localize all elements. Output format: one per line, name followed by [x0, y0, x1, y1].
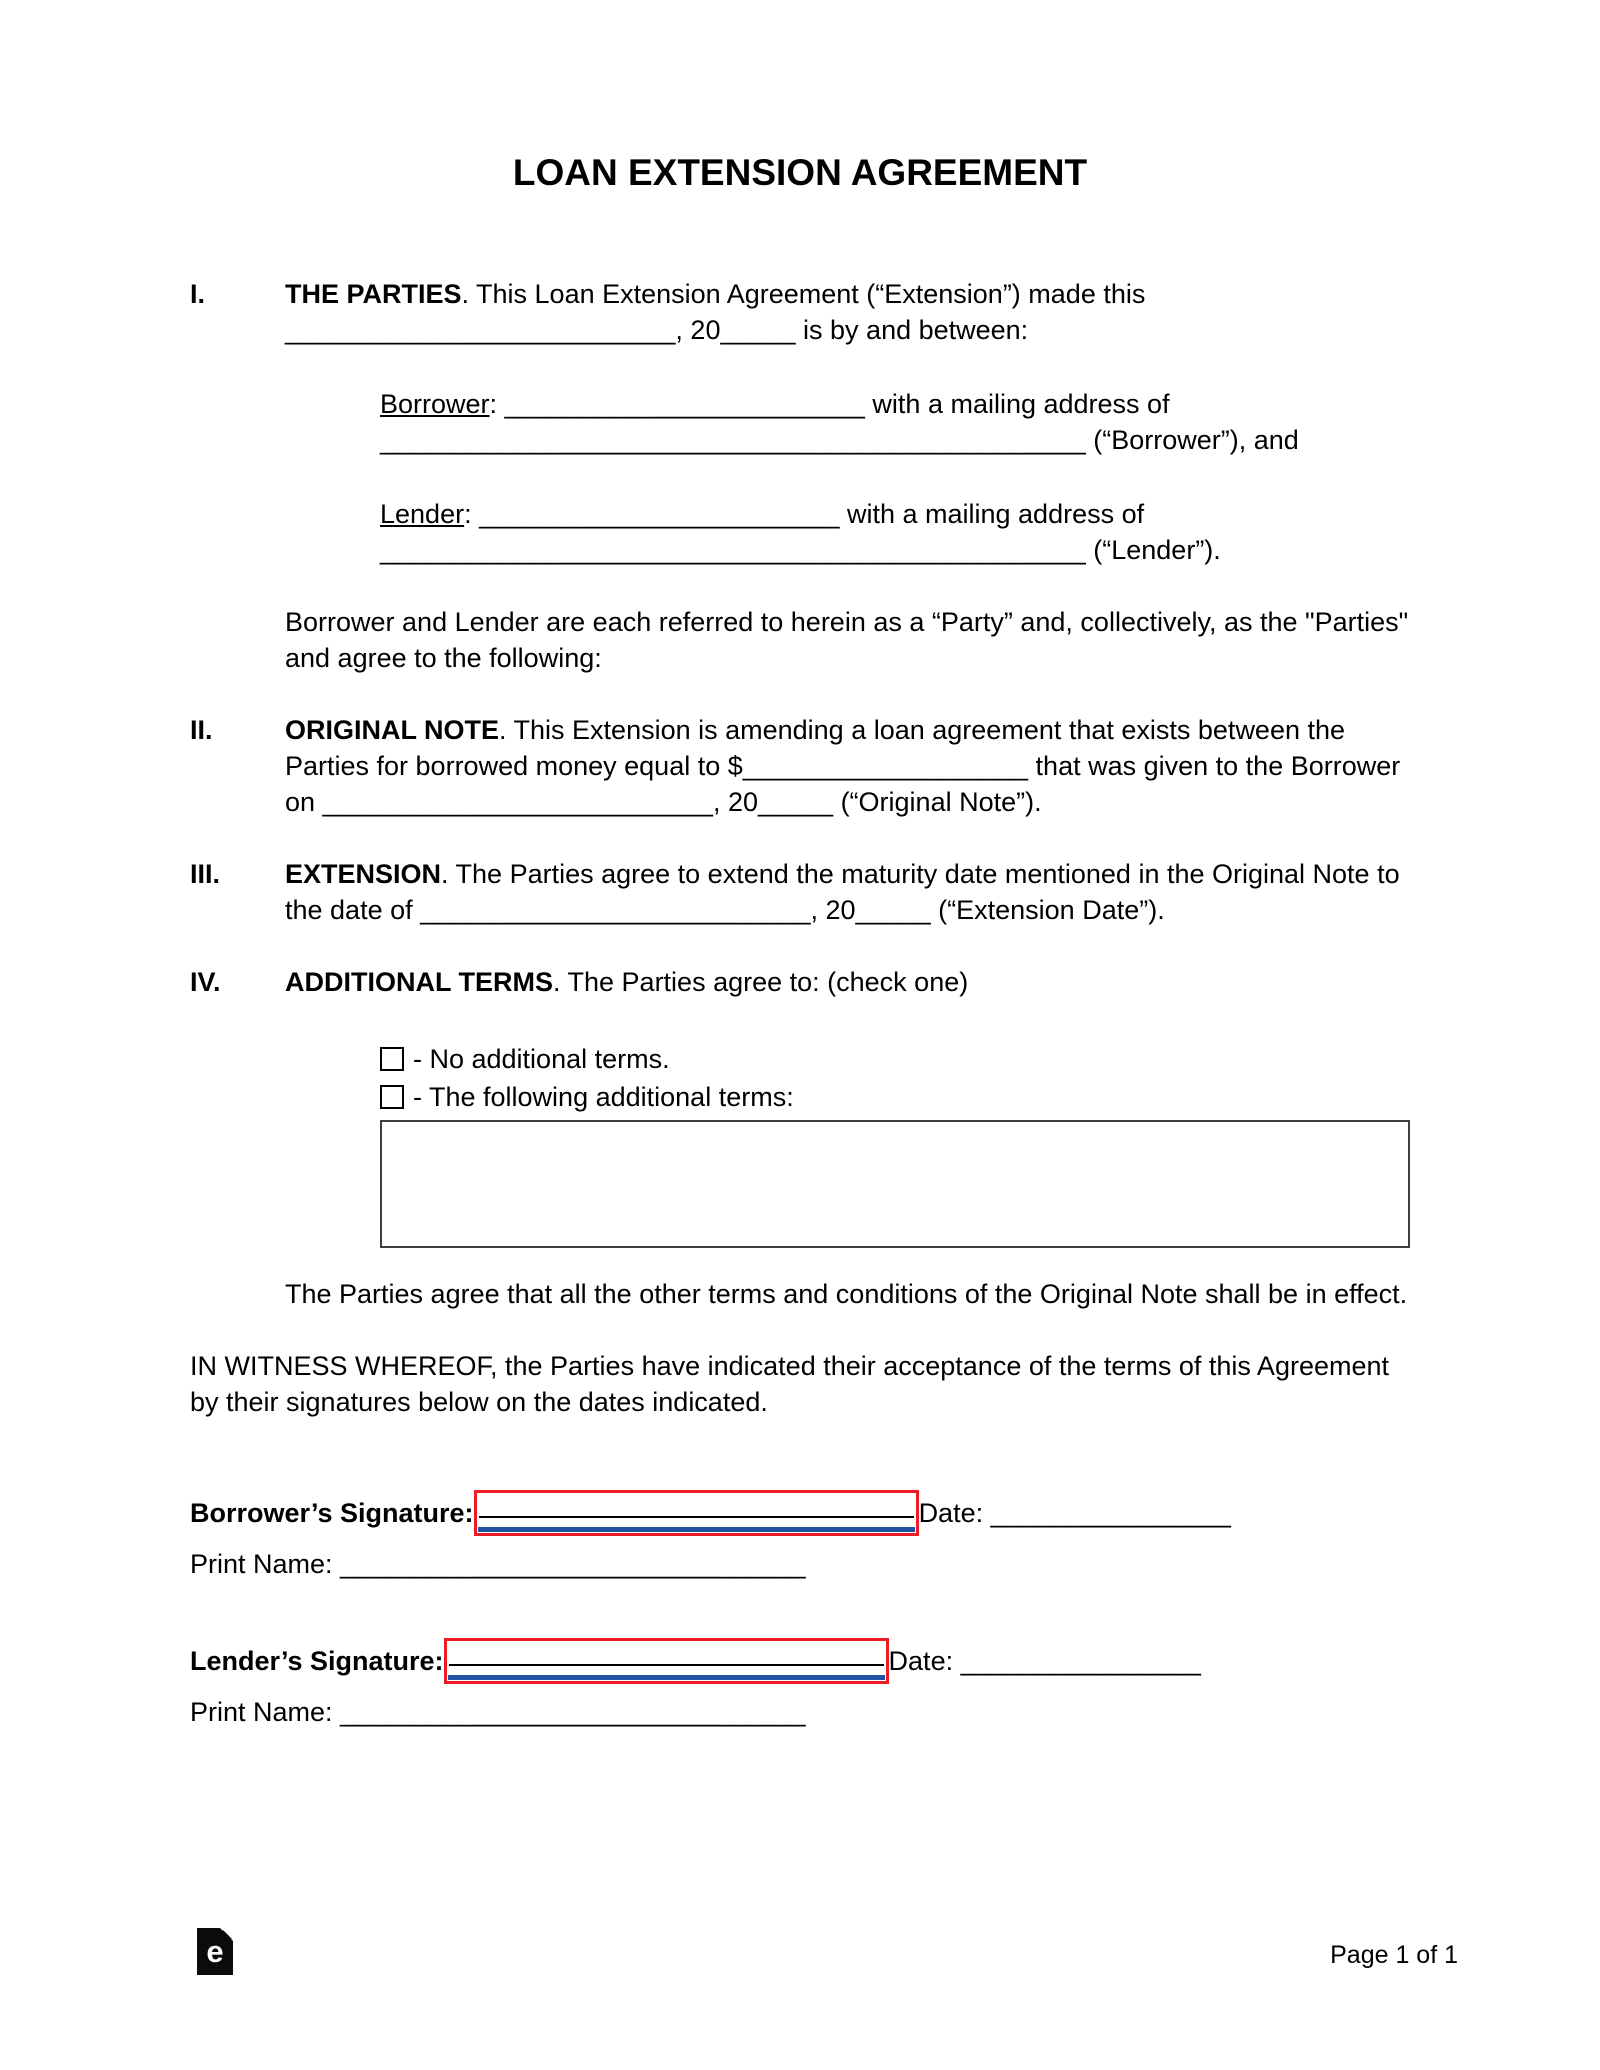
lender-body: : ________________________ with a mailing address of _______________________________________________ (“Lender”).	[380, 499, 1221, 565]
checkbox-icon[interactable]	[380, 1047, 404, 1071]
section-text	[285, 712, 1410, 820]
borrower-print-name: Print Name: _______________________________	[190, 1549, 806, 1579]
esign-underline	[448, 1675, 885, 1680]
section-text	[285, 964, 1410, 1000]
section-body: . The Parties agree to: (check one)	[553, 967, 969, 997]
section-heading: ADDITIONAL TERMS	[285, 967, 553, 997]
section-number: III.	[190, 859, 221, 889]
option-label: - No additional terms.	[413, 1044, 670, 1074]
lender-signature-row	[190, 1638, 1410, 1684]
signature-blank-line	[449, 1664, 884, 1666]
section-number: I.	[190, 279, 206, 309]
additional-terms-textbox[interactable]	[380, 1120, 1410, 1248]
section-original-note	[190, 712, 1410, 820]
section-the-parties	[190, 276, 1410, 348]
section-additional-terms	[190, 964, 1410, 1000]
borrower-body: : ________________________ with a mailing address of _______________________________________________ (“Borrower”), and	[380, 389, 1299, 455]
lender-clause	[380, 496, 1410, 568]
witness-clause: IN WITNESS WHEREOF, the Parties have indicated their acceptance of the terms of this Agreement by their signatures below on the dates indicated.	[190, 1351, 1390, 1417]
borrower-signature-label: Borrower’s Signature:	[190, 1498, 474, 1528]
section-text	[285, 856, 1410, 928]
lender-signature-block	[190, 1638, 1410, 1732]
section-heading: EXTENSION	[285, 859, 442, 889]
borrower-clause	[380, 386, 1410, 458]
section-number: II.	[190, 715, 213, 745]
lender-print-name: Print Name: _______________________________	[190, 1697, 806, 1727]
section-body: . This Loan Extension Agreement (“Extension”) made this __________________________, 20_____ is by and between:	[285, 279, 1146, 345]
collective-clause: Borrower and Lender are each referred to herein as a “Party” and, collectively, as the "Parties" and agree to the following:	[285, 607, 1409, 673]
borrower-label: Borrower	[380, 389, 490, 419]
borrower-signature-row	[190, 1490, 1410, 1536]
section-extension	[190, 856, 1410, 928]
page-title: LOAN EXTENSION AGREEMENT	[512, 152, 1088, 193]
lender-signature-label: Lender’s Signature:	[190, 1646, 444, 1676]
page-number: Page 1 of 1	[1330, 1941, 1458, 1969]
section-body: . This Extension is amending a loan agreement that exists between the Parties for borrowed money equal to $___________________ that was given to the Borrower on __________________________, 20_____ (“Original Note”).	[285, 715, 1401, 817]
lender-label: Lender	[380, 499, 465, 529]
logo-letter: e	[206, 1934, 224, 1969]
borrower-signature-field[interactable]	[474, 1490, 919, 1536]
section-body: . The Parties agree to extend the maturity date mentioned in the Original Note to the date of __________________________, 20_____ (“Extension Date”).	[285, 859, 1400, 925]
lender-signature-field[interactable]	[444, 1638, 889, 1684]
option-following-additional-terms[interactable]	[380, 1078, 1410, 1116]
agree-note: The Parties agree that all the other terms and conditions of the Original Note shall be in effect.	[285, 1279, 1408, 1309]
borrower-signature-block	[190, 1490, 1410, 1584]
signature-blank-line	[479, 1516, 914, 1518]
esign-underline	[478, 1527, 915, 1532]
section-heading: THE PARTIES	[285, 279, 462, 309]
checkbox-icon[interactable]	[380, 1085, 404, 1109]
lender-date-label: Date: ________________	[888, 1646, 1201, 1676]
option-label: - The following additional terms:	[413, 1082, 794, 1112]
section-heading: ORIGINAL NOTE	[285, 715, 500, 745]
eforms-logo	[197, 1928, 233, 1975]
section-text	[285, 276, 1410, 348]
option-no-additional-terms[interactable]	[380, 1040, 1410, 1078]
section-number: IV.	[190, 967, 221, 997]
borrower-date-label: Date: ________________	[918, 1498, 1231, 1528]
